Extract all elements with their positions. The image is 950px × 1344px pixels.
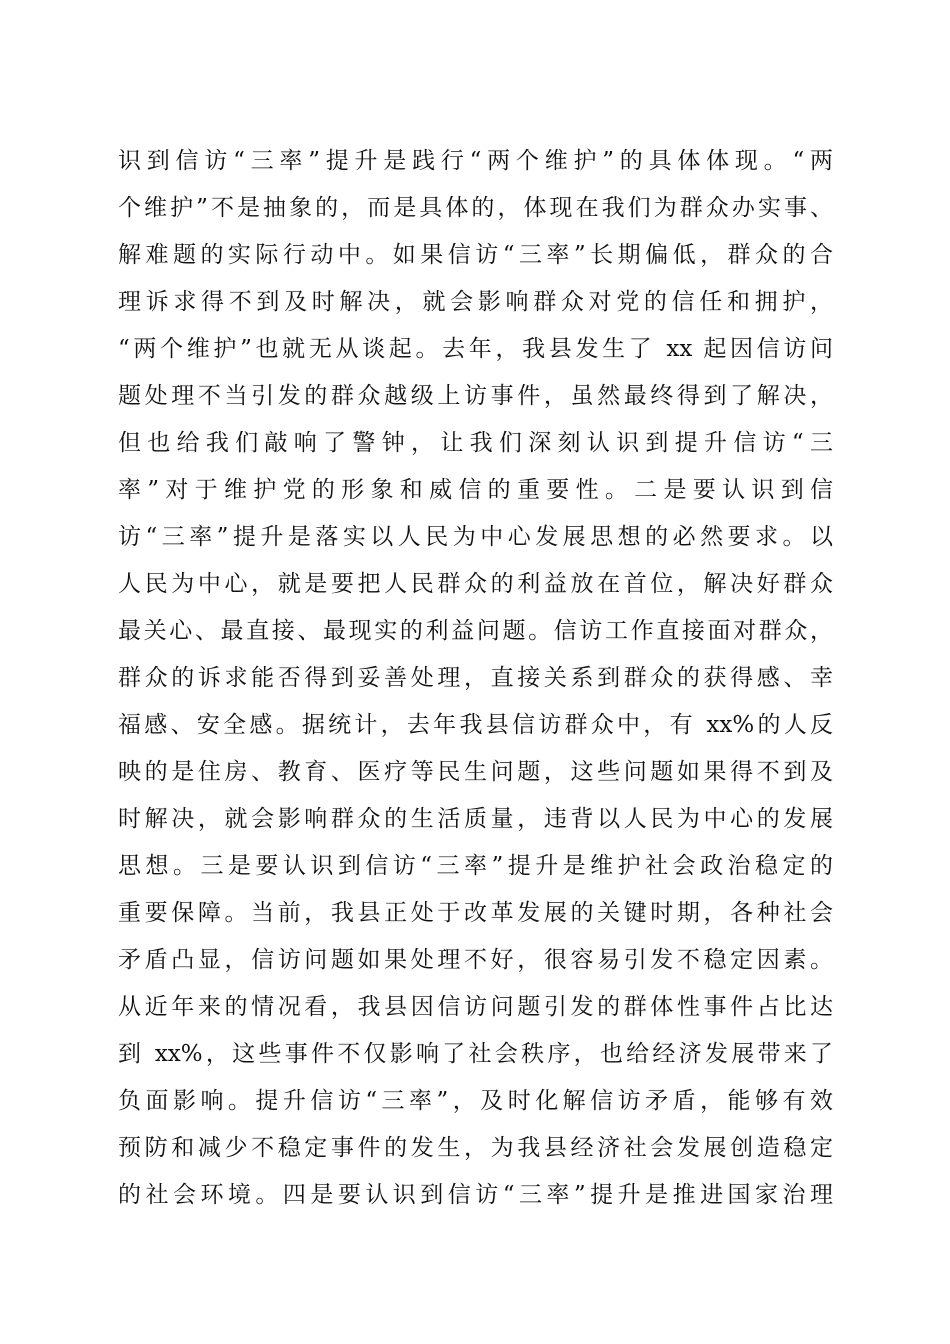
text-line: 映的是住房、教育、医疗等民生问题，这些问题如果得不到及	[118, 759, 833, 785]
body-paragraph	[118, 138, 833, 1219]
text-line: 理诉求得不到及时解决，就会影响群众对党的信任和拥护，	[118, 289, 833, 315]
text-line: 时解决，就会影响群众的生活质量，违背以人民为中心的发展	[118, 806, 833, 832]
text-line: 重要保障。当前，我县正处于改革发展的关键时期，各种社会	[118, 900, 833, 926]
text-line: 题处理不当引发的群众越级上访事件，虽然最终得到了解决，	[118, 383, 833, 409]
text-line: 预防和减少不稳定事件的发生，为我县经济社会发展创造稳定	[118, 1135, 833, 1161]
text-line: 福感、安全感。据统计，去年我县信访群众中，有 xx%的人反	[118, 712, 833, 738]
text-line: 人民为中心，就是要把人民群众的利益放在首位，解决好群众	[118, 571, 833, 597]
text-line: 但也给我们敲响了警钟，让我们深刻认识到提升信访“三	[118, 430, 833, 456]
text-line: 群众的诉求能否得到妥善处理，直接关系到群众的获得感、幸	[118, 665, 833, 691]
text-line: 解难题的实际行动中。如果信访“三率”长期偏低，群众的合	[118, 242, 833, 268]
text-line: 从近年来的情况看，我县因信访问题引发的群体性事件占比达	[118, 994, 833, 1020]
text-line: 的社会环境。四是要认识到信访“三率”提升是推进国家治理	[118, 1182, 833, 1208]
text-line: 个维护”不是抽象的，而是具体的，体现在我们为群众办实事、	[118, 195, 833, 221]
text-line: 到 xx%，这些事件不仅影响了社会秩序，也给经济发展带来了	[118, 1041, 833, 1067]
text-line: 负面影响。提升信访“三率”，及时化解信访矛盾，能够有效	[118, 1088, 833, 1114]
text-line: “两个维护”也就无从谈起。去年，我县发生了 xx 起因信访问	[118, 336, 833, 362]
text-line: 率”对于维护党的形象和威信的重要性。二是要认识到信	[118, 477, 833, 503]
text-line: 矛盾凸显，信访问题如果处理不好，很容易引发不稳定因素。	[118, 947, 833, 973]
text-line: 思想。三是要认识到信访“三率”提升是维护社会政治稳定的	[118, 853, 833, 879]
text-line: 访“三率”提升是落实以人民为中心发展思想的必然要求。以	[118, 524, 833, 550]
text-line: 识到信访“三率”提升是践行“两个维护”的具体体现。“两	[118, 148, 833, 174]
text-line: 最关心、最直接、最现实的利益问题。信访工作直接面对群众，	[118, 618, 833, 644]
